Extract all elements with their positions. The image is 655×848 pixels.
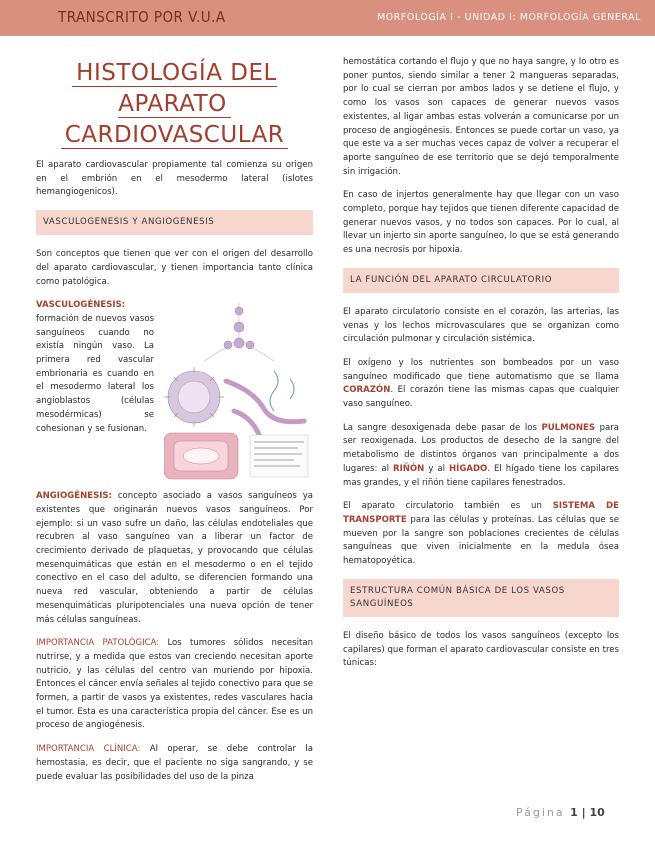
page-title: [36, 58, 313, 151]
right-column: [343, 56, 619, 681]
lungs-keyword: PULMONES: [541, 422, 596, 433]
intro-paragraph: El aparato cardiovascular propiamente tal comienza su origen en el embrión en el mesodermo lateral (islotes hemangiogenicos).: [36, 160, 313, 198]
transport-paragraph: [343, 500, 619, 569]
page-number: 1 | 10: [570, 806, 605, 819]
title-line-2: CARDIOVASCULAR: [61, 122, 289, 149]
vasculogenesis-definition: formación de nuevos vasos sanguíneos cuando no existía ningún vaso. La primera red vascular embrionaria es cuando en el mesodermo lateral los angioblastos (células mesodérmicas) se cohesionan y se fusionan.: [36, 313, 154, 434]
section-header-vasculogenesis: VASCULOGENESIS Y ANGIOGENESIS: [36, 210, 313, 235]
angiogenesis-text: concepto asociado a vasos sanguíneos ya existentes que originarán nuevos vasos sanguíneos. Por ejemplo: si un vaso sufre un daño, las células endoteliales que recubren al vaso sanguíneo van a liberar un factor de crecimiento derivado de plaquetas, y provocando que células mesenquimáticas que están en el mesodermo o en el tejido conectivo en el caso del adulto, se diferencien formando una nueva red vascular, obteniendo a partir de células mesenquimáticas pluripotenciales una nueva opción de tener más células sanguíneas.: [36, 491, 313, 625]
circulatory-paragraph: El aparato circulatorio consiste en el corazón, las arterias, las venas y los lechos microvasculares que se organizan como circulación pulmonar y circulación sistémica.: [343, 306, 619, 345]
top-bar: [0, 0, 655, 36]
clinical-text: Al operar, se debe controlar la hemostasia, es decir, que el paciente no siga sangrando, y se puede evaluar las posibilidades del uso de la pinza: [36, 744, 313, 782]
page-label: Página: [516, 806, 571, 819]
section-title: MORFOLOGÍA I - UNIDAD I: MORFOLOGÍA GENERAL: [377, 12, 641, 23]
structure-paragraph: El diseño básico de todos los vasos sanguíneos (excepto los capilares) que forman el aparato cardiovascular consiste en tres túnicas:: [343, 630, 619, 669]
lungs-text-d: . El hígado tiene los capilares mas grandes, y el riñón tiene capilares fenestrados.: [343, 463, 619, 488]
pathologic-paragraph: [36, 637, 313, 733]
heart-paragraph: [343, 357, 619, 412]
graft-paragraph: En caso de injertos generalmente hay que llegar con un vaso completo, porque hay tejidos que tienen diferente capacidad de generar nuevos vasos, y no todos son capaces. Por lo cual, al llevar un injerto sin aporte sanguíneo, lo que se está generando es una necrosis por hipoxia.: [343, 190, 619, 256]
pathologic-text: Los tumores sólidos necesitan nutrirse, y a medida que estos van creciendo necesitan aporte nutricio, y las células del centro van muriendo por hipoxia. Entonces el cáncer envía señales al tejido conectivo para que se formen, a partir de vasos ya existentes, redes vasculares hacia el tumor. Esta es una característica propia del cáncer. Ese es un proceso de angiogénesis.: [36, 638, 313, 731]
transport-text-b: para las células y proteínas. Las células que se mueven por la sangre son poblaciones crecientes de células sanguíneas que viven inicialmente en la medula ósea hematopoyética.: [343, 514, 619, 567]
title-line-1: HISTOLOGÍA DEL APARATO: [72, 60, 277, 118]
pathologic-term: IMPORTANCIA PATOLÓGICA:: [36, 638, 160, 649]
lungs-text-b: para ser reoxigenada. Los productos de desecho de la sangre del metabolismo de distintos órganos van principalmente a dos lugares: al: [343, 422, 619, 474]
heart-keyword: CORAZÓN: [343, 385, 391, 396]
vasculogenesis-text: [36, 299, 154, 436]
vasculogenesis-term: VASCULOGÉNESIS:: [36, 300, 126, 311]
vasculogenesis-diagram: [164, 299, 314, 483]
hemostasis-paragraph: hemostática cortando el flujo y que no haya sangre, y lo otro es poner puntos, siendo similar a tener 2 mangueras separadas, por lo cual se cierran por ambos lados y se detiene el flujo, y como los vasos son capaces de generar nuevos vasos existentes, al ligar ambas estas volverán a comunicarse por un proceso de angiogénesis. Entonces se puede cortar un vaso, ya que este va a ser muchas veces capaz de volver a recuperar el aporte sanguíneo de ese territorio que se dejó temporalmente sin irrigación.: [343, 57, 619, 177]
liver-keyword: HÍGADO: [448, 463, 488, 474]
section-header-function: LA FUNCIÓN DEL APARATO CIRCULATORIO: [343, 268, 619, 293]
left-column: [36, 52, 313, 794]
section-header-structure: ESTRUCTURA COMÚN BÁSICA DE LOS VASOS SANGUÍNEOS: [343, 579, 619, 617]
lungs-text-c: y al: [424, 463, 449, 474]
heart-text-a: El oxígeno y los nutrientes son bombeados por un vaso sanguíneo modificado que tiene automatismo que se llama: [343, 357, 619, 382]
heart-text-b: . El corazón tiene las mismas capas que cualquier vaso sanguíneo.: [343, 385, 619, 410]
page-footer: [516, 806, 605, 819]
transport-text-a: El aparato circulatorio también es un: [343, 501, 553, 512]
lungs-text-a: La sangre desoxigenada debe pasar de los: [343, 422, 542, 433]
angiogenesis-term: ANGIOGÉNESIS:: [36, 491, 112, 502]
transport-keyword: SISTEMA DE TRANSPORTE: [343, 501, 619, 525]
vessel-cross-section-graphic: [164, 433, 238, 479]
vasculogenesis-block: [36, 299, 313, 485]
concept-paragraph: Son conceptos que tienen que ver con el origen del desarrollo del aparato cardiovascular, y tienen importancia tanto clínica como patológica.: [36, 249, 313, 287]
kidney-keyword: RIÑÓN: [392, 463, 425, 474]
clinical-term: IMPORTANCIA CLÍNICA:: [36, 744, 141, 755]
lungs-paragraph: [343, 422, 619, 491]
spiky-vessel-graphic: [164, 367, 224, 427]
angiogenesis-paragraph: [36, 490, 313, 627]
clinical-paragraph: [36, 743, 313, 784]
transcriber-brand: TRANSCRITO POR V.U.A: [58, 8, 226, 26]
